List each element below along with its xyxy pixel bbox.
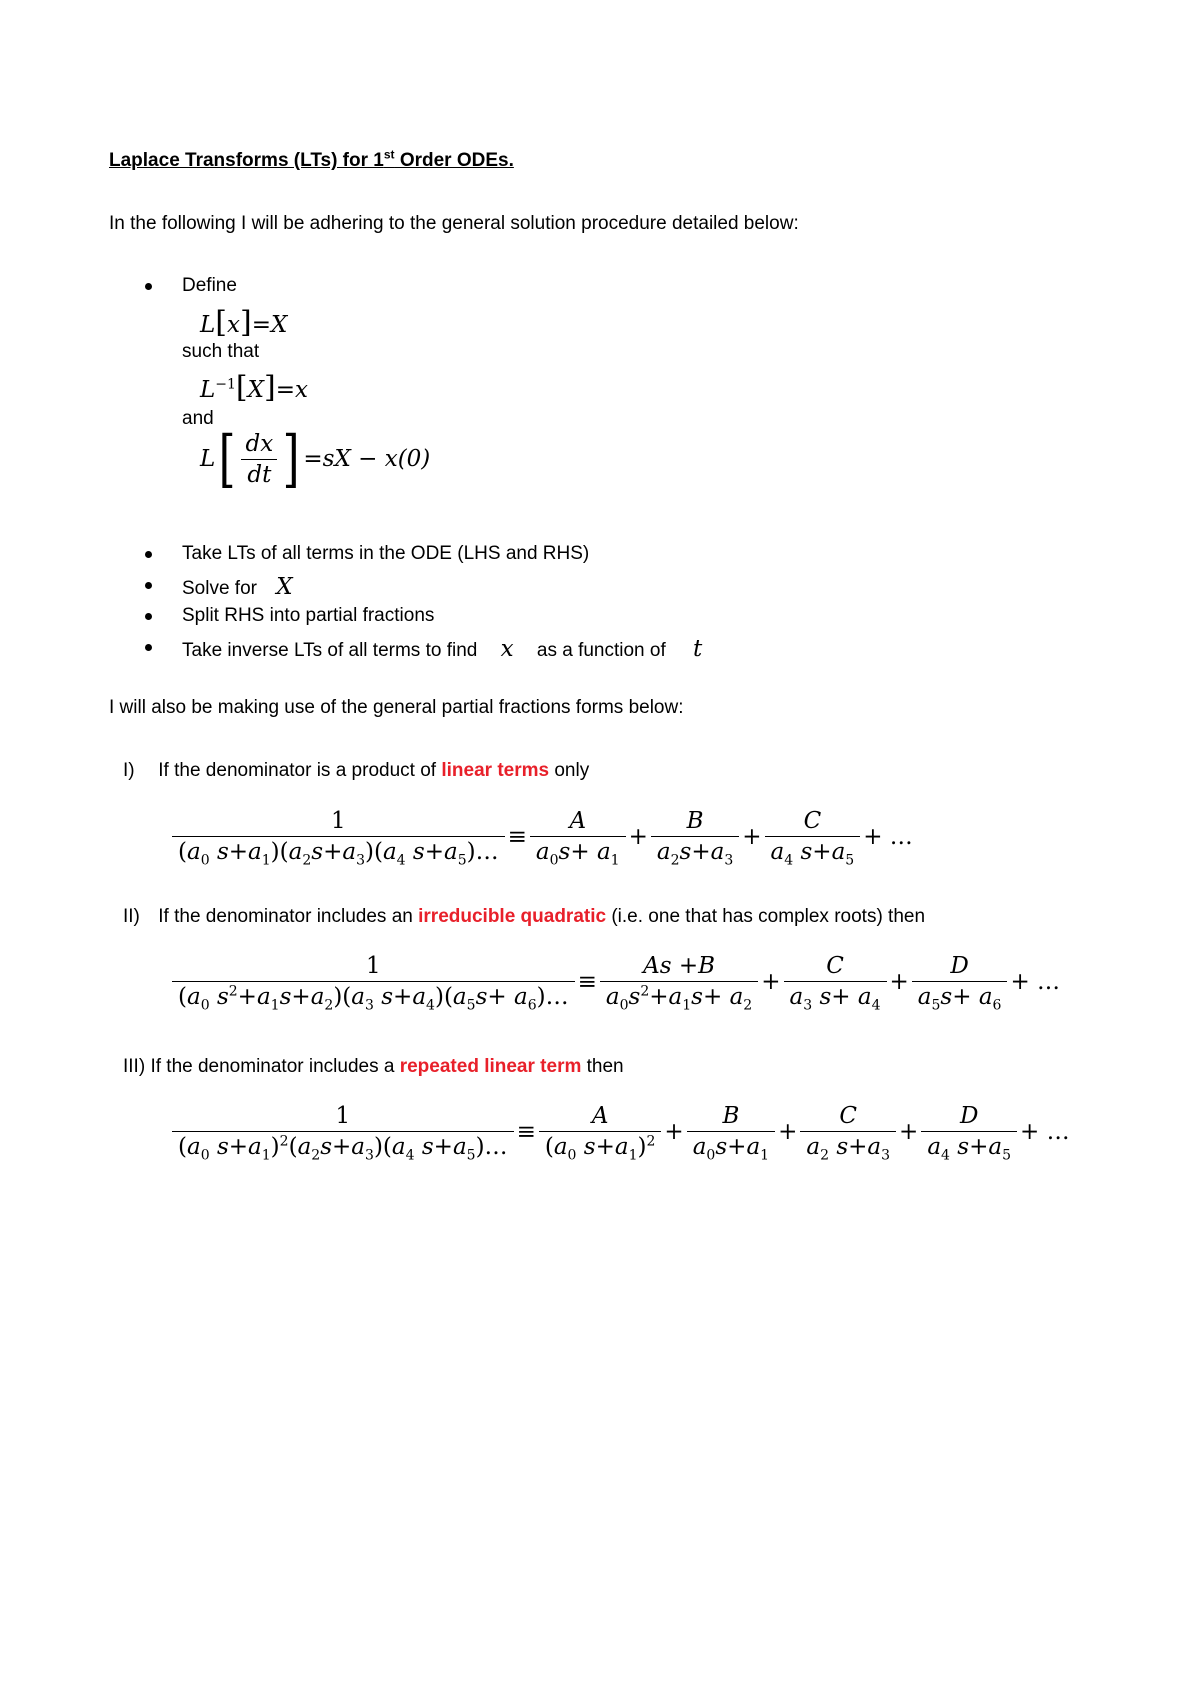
and-label: and [182, 408, 214, 429]
var-t: t [693, 636, 703, 662]
laplace-operator: L [200, 446, 216, 472]
case-text-end: (i.e. one that has complex roots) then [606, 906, 926, 927]
case-3-heading [123, 1056, 624, 1078]
plus-symbol: + [761, 968, 781, 995]
plus-symbol: + [742, 823, 762, 850]
equivalence-symbol: ≡ [516, 1118, 536, 1145]
formula-irreducible-quadratic [172, 953, 1063, 1014]
bullet-icon [145, 551, 152, 558]
title-superscript: st [383, 147, 395, 162]
plus-symbol: + [899, 1118, 919, 1145]
define-equation-1: L[x]=X [200, 305, 288, 340]
step-4-mid: as a function of [536, 640, 666, 661]
plus-symbol: + [628, 823, 648, 850]
var-x: x [500, 636, 514, 662]
var-X: X [247, 377, 265, 403]
bullet-icon [145, 283, 152, 290]
term-d-fraction: $\frac{D}{a_5s+ a_6}$ [912, 953, 1008, 1010]
derivative-rhs: =sX − x(0) [303, 446, 431, 472]
case-highlight: repeated linear term [399, 1056, 582, 1077]
case-highlight: linear terms [441, 760, 550, 781]
fraction-numerator: 1 [335, 1103, 351, 1129]
fraction-numerator: 1 [330, 808, 346, 834]
laplace-operator: L [200, 312, 216, 338]
case-highlight: irreducible quadratic [418, 906, 607, 927]
coefficient-C: C [839, 1103, 857, 1129]
ellipsis-symbol: + … [1010, 968, 1061, 995]
define-equation-2: $L^{-1}[X]=x$ [200, 370, 308, 405]
term-a-fraction: $\frac{A}{a_0s+ a_1}$ [530, 808, 626, 865]
plus-symbol: + [778, 1118, 798, 1145]
term-d-fraction: $\frac{D}{a_4 s+a_5}$ [921, 1103, 1017, 1160]
laplace-operator: L [200, 377, 216, 403]
formula-repeated-linear [172, 1103, 1073, 1164]
var-x: x [227, 312, 240, 338]
coefficient-D: D [959, 1103, 979, 1129]
case-2-heading [123, 906, 925, 928]
var-X: X [276, 574, 293, 600]
step-4 [182, 636, 702, 662]
case-text: If the denominator includes an [158, 906, 419, 927]
bullet-icon [145, 613, 152, 620]
fraction-denominator: dt [241, 459, 277, 488]
coefficient-A: A [591, 1103, 609, 1129]
case-text: If the denominator includes a [150, 1056, 400, 1077]
coefficient-A: A [569, 808, 587, 834]
term-asb-fraction: $\frac{As +B}{a_0s^2+a_1s+ a_2}$ [600, 953, 758, 1010]
case-text: If the denominator is a product of [158, 760, 442, 781]
fraction-numerator: dx [245, 430, 274, 457]
coefficient-C: C [826, 953, 844, 979]
term-b-fraction: $\frac{B}{a_0s+a_1}$ [687, 1103, 775, 1160]
bullet-icon [145, 644, 152, 651]
term-a-fraction: $\frac{A}{(a_0 s+a_1)^2}$ [539, 1103, 662, 1160]
fraction-numerator: 1 [365, 953, 381, 979]
intro-paragraph: In the following I will be adhering to the general solution procedure detailed below: [109, 213, 799, 234]
case-numeral: II) [123, 906, 140, 927]
inverse-exponent: −1 [215, 376, 236, 393]
equivalence-symbol: ≡ [507, 823, 527, 850]
define-label: Define [182, 275, 237, 296]
title-text-end: Order ODEs. [394, 150, 514, 171]
lhs-fraction: $\frac{1}{(a_0 s+a_1)(a_2s+a_3)(a_4 s+a_5)\dots}$ [172, 808, 505, 865]
partial-fractions-intro: I will also be making use of the general partial fractions forms below: [109, 697, 684, 718]
coefficient-B: B [686, 808, 704, 834]
step-1: Take LTs of all terms in the ODE (LHS and RHS) [182, 543, 590, 564]
equivalence-symbol: ≡ [577, 968, 597, 995]
bullet-icon [145, 582, 152, 589]
lhs-fraction: $\frac{1}{(a_0 s+a_1)^2(a_2s+a_3)(a_4 s+a_5)\dots}$ [172, 1103, 514, 1160]
coefficient-C: C [803, 808, 822, 834]
step-2 [182, 574, 293, 600]
term-c-fraction: $\frac{C}{a_4 s+a_5}$ [765, 808, 861, 865]
coefficient-D: D [950, 953, 969, 979]
plus-symbol: + [889, 968, 909, 995]
step-4-text: Take inverse LTs of all terms to find [182, 640, 478, 661]
term-b-fraction: $\frac{B}{a_2s+a_3}$ [651, 808, 739, 865]
case-numeral: III) [123, 1056, 146, 1077]
ellipsis-symbol: + … [1020, 1118, 1070, 1145]
step-3: Split RHS into partial fractions [182, 605, 435, 626]
derivative-fraction [239, 431, 279, 488]
var-X: X [270, 312, 288, 338]
case-text-end: then [581, 1056, 624, 1077]
step-2-text: Solve for [182, 578, 257, 599]
case-numeral: I) [123, 760, 135, 781]
term-c-fraction: $\frac{C}{a_3 s+ a_4}$ [784, 953, 887, 1010]
case-1-heading [123, 760, 589, 782]
such-that-label: such that [182, 341, 260, 362]
case-text-end: only [549, 760, 590, 781]
plus-symbol: + [664, 1118, 684, 1145]
lhs-fraction: $\frac{1}{(a_0 s^2+a_1s+a_2)(a_3 s+a_4)(a_5s+ a_6)\dots}$ [172, 953, 575, 1010]
title-text: Laplace Transforms (LTs) for 1 [109, 150, 384, 171]
var-x: x [295, 377, 308, 403]
ellipsis-symbol: + … [863, 823, 913, 850]
term-c-fraction: $\frac{C}{a_2 s+a_3}$ [800, 1103, 896, 1160]
coefficient-As-B: As +B [643, 953, 715, 979]
define-equation-3: L [ $\frac{dx}{dt}$ ] =sX − x(0) [200, 422, 431, 495]
formula-linear-terms [172, 808, 916, 869]
coefficient-B: B [722, 1103, 740, 1129]
page-title [109, 147, 514, 172]
